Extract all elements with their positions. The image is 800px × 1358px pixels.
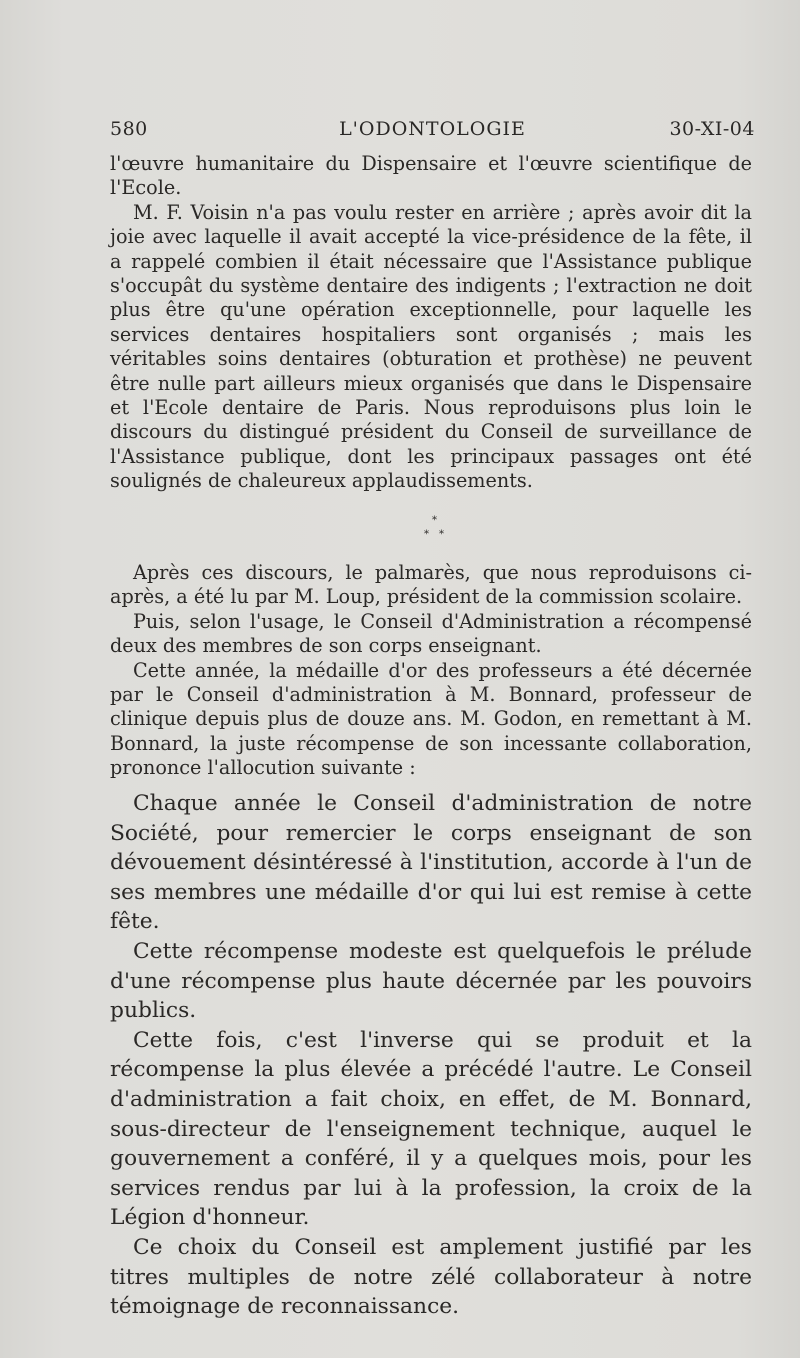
page-number: 580 [110,118,148,140]
section-allocution [110,789,752,1322]
issue-date: 30-XI-04 [669,118,755,140]
journal-title: L'ODONTOLOGIE [339,118,526,140]
asterisk-icon: * [424,529,429,540]
asterisk-icon: * [439,529,444,540]
section-separator [420,513,460,549]
asterisk-icon: * [432,515,437,526]
paragraph: Cette année, la médaille d'or des professeurs a été décernée par le Conseil d'administration à M. Bonnard, professeur de clinique depuis plus de douze ans. M. Godon, en remettant à M. Bonnard, la juste récompense de son incessante collaboration, prononce l'allocution suivante : [110,658,752,780]
paragraph: Cette fois, c'est l'inverse qui se produit et la récompense la plus élevée a précédé l'autre. Le Conseil d'administration a fait choix, en effet, de M. Bonnard, sous-directeur de l'enseignement technique, auquel le gouvernement a conféré, il y a quelques mois, pour les services rendus par lui à la profession, la croix de la Légion d'honneur. [110,1027,752,1231]
running-header [110,118,755,144]
paragraph: Chaque année le Conseil d'administration de notre Société, pour remercier le corps enseignant de son dévouement désintéressé à l'institution, accorde à l'un de ses membres une médaille d'or qui lui est remise à cette fête. [110,791,752,935]
paragraph: Cette récompense modeste est quelquefois le prélude d'une récompense plus haute décernée par les pouvoirs publics. [110,938,752,1024]
paragraph: M. F. Voisin n'a pas voulu rester en arrière ; après avoir dit la joie avec laquelle il avait accepté la vice-présidence de la fête, il a rappelé combien il était nécessaire que l'Assistance publique s'occupât du système dentaire des indigents ; l'extraction ne doit plus être qu'une opération exceptionnelle, pour laquelle les services dentaires hospitaliers sont organisés ; mais les véritables soins dentaires (obturation et prothèse) ne peuvent être nulle part ailleurs mieux organisés que dans le Dispensaire et l'Ecole dentaire de Paris. Nous reproduisons plus loin le discours du distingué président du Conseil de surveillance de l'Assistance publique, dont les principaux passages ont été soulignés de chaleureux applaudissements. [110,200,752,493]
section-voisin-speech [110,152,752,494]
paragraph: l'œuvre humanitaire du Dispensaire et l'œuvre scientifique de l'Ecole. [110,152,752,200]
section-awards [110,561,752,781]
paragraph: Ce choix du Conseil est amplement justifié par les titres multiples de notre zélé collaborateur à notre témoignage de reconnaissance. [110,1234,752,1320]
paragraph: Après ces discours, le palmarès, que nous reproduisons ci-après, a été lu par M. Loup, président de la commission scolaire. [110,561,752,609]
paragraph: Puis, selon l'usage, le Conseil d'Administration a récompensé deux des membres de son corps enseignant. [110,609,752,658]
